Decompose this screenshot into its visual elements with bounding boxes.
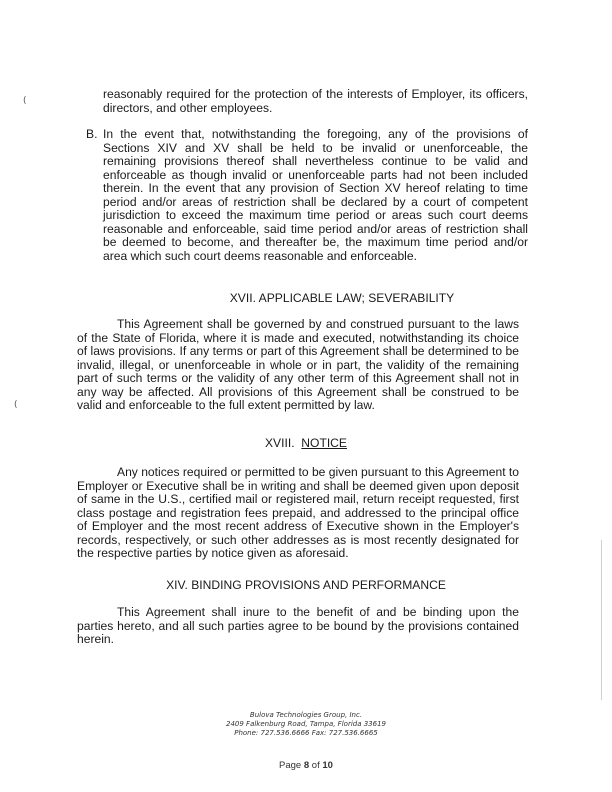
page-number-current: 8 xyxy=(303,760,310,771)
page-number-prefix: Page xyxy=(279,760,302,771)
binding-paragraph: This Agreement shall inure to the benefit of and be binding upon the parties hereto, and all such parties agree to be bound by the provisions contained herein. xyxy=(77,605,519,646)
heading-applicable-law: XVII. APPLICABLE LAW; SEVERABILITY xyxy=(229,291,455,305)
heading-binding-provisions: XIV. BINDING PROVISIONS AND PERFORMANCE xyxy=(166,578,446,592)
footer-phone-fax: Phone: 727.536.6666 Fax: 727.536.6665 xyxy=(234,729,378,737)
heading-notice xyxy=(0,436,612,450)
footer-company: Bulova Technologies Group, Inc. xyxy=(249,711,363,719)
page-number-total: 10 xyxy=(322,760,333,771)
notice-paragraph: Any notices required or permitted to be given pursuant to this Agreement to Employer or Executive shall be in writing and shall be deemed given upon deposit of same in the U.S., certified mail or registered mail, return receipt requested, first class postage and registration fees prepaid, and addressed to the principal office of Employer and the most recent address of Executive shown in the Employer's records, respectively, or such other addresses as is most recently designated for the respective parties by notice given as aforesaid. xyxy=(77,465,520,560)
scan-edge-line xyxy=(601,540,602,700)
page-number xyxy=(0,760,612,771)
footer-address: 2409 Falkenburg Road, Tampa, Florida 33619 xyxy=(226,720,386,728)
section-b-text: In the event that, notwithstanding the foregoing, any of the provisions of Sections XIV and XV shall be held to be invalid or unenforceable, the remaining provisions thereof shall nevertheless continue to be valid and enforceable as though invalid or unenforceable parts had not been included therein. In the event that any provision of Section XV hereof relating to time period and/or areas of restriction shall be declared by a court of competent jurisdiction to exceed the maximum time period or areas such court deems reasonable and enforceable, said time period and/or areas of restriction shall be deemed to become, and thereafter be, the maximum time period and/or area which such court deems reasonable and enforceable. xyxy=(103,127,528,263)
scan-artifact: ( xyxy=(14,400,18,410)
applicable-law-paragraph: This Agreement shall be governed by and construed pursuant to the laws of the State of Florida, where it is made and executed, notwithstanding its choice of laws provisions. If any terms or part of this Agreement shall be determined to be invalid, illegal, or unenforceable in whole or in part, the validity of the remaining part of such terms or the validity of any other term of this Agreement shall not in any way be affected. All provisions of this Agreement shall be construed to be valid and enforceable to the full extent permitted by law. xyxy=(77,317,519,412)
continuation-paragraph: reasonably required for the protection of the interests of Employer, its officers, directors, and other employees. xyxy=(103,87,528,115)
heading-notice-title: NOTICE xyxy=(301,436,347,450)
heading-notice-number: XVIII. xyxy=(264,436,295,450)
scan-artifact: ( xyxy=(23,96,27,106)
page-number-of: of xyxy=(311,760,320,771)
section-b-paragraph xyxy=(86,128,528,263)
section-b-marker: B. xyxy=(86,127,98,141)
